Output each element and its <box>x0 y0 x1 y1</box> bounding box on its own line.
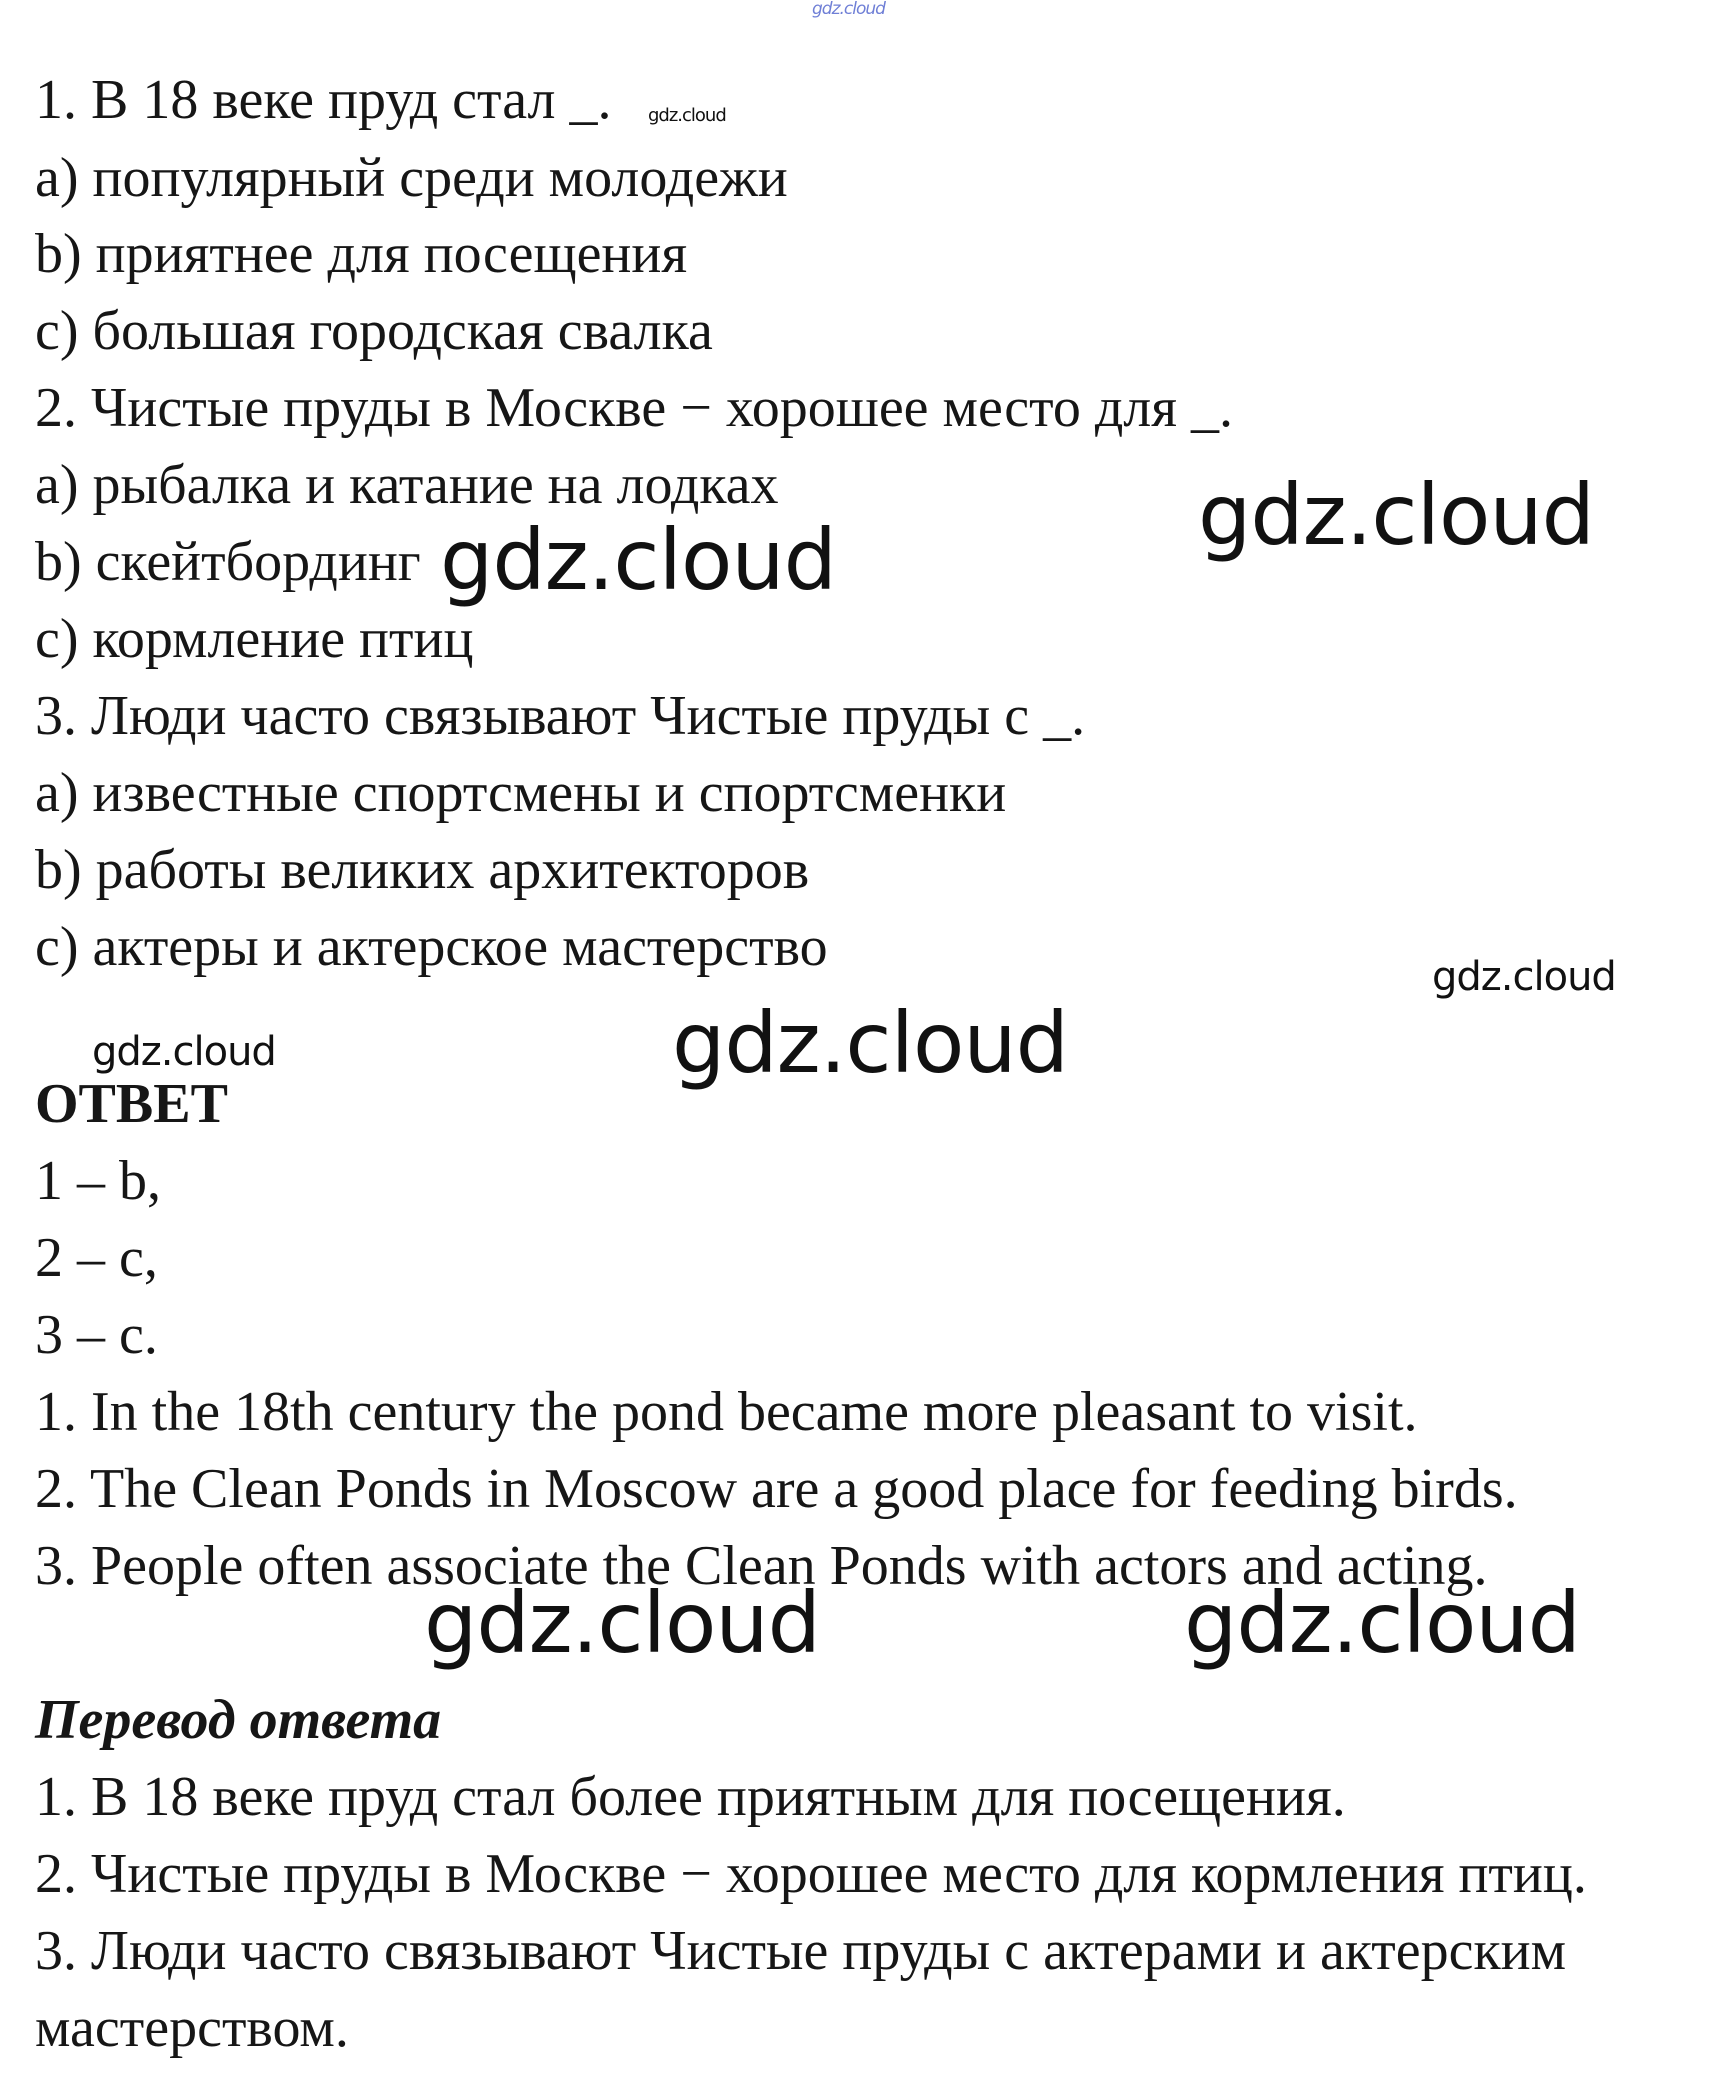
option-3a: a) известные спортсмены и спортсменки <box>35 762 1007 824</box>
answer-english-2: 2. The Clean Ponds in Moscow are a good place for feeding birds. <box>35 1458 1518 1520</box>
option-3b: b) работы великих архитекторов <box>35 839 810 901</box>
option-2a: a) рыбалка и катание на лодках <box>35 454 779 516</box>
watermark-5: gdz.cloud <box>672 994 1068 1092</box>
question-2: 2. Чистые пруды в Москве − хорошее место для _. <box>35 377 1234 439</box>
answer-english-1: 1. In the 18th century the pond became more pleasant to visit. <box>35 1381 1418 1443</box>
option-1b: b) приятнее для посещения <box>35 223 688 285</box>
translation-line-1: 1. В 18 веке пруд стал более приятным для посещения. <box>35 1766 1346 1828</box>
answer-key-2: 2 – c, <box>35 1227 158 1289</box>
question-3: 3. Люди часто связывают Чистые пруды с _. <box>35 685 1086 747</box>
watermark-inline: gdz.cloud <box>648 105 726 126</box>
watermark-4: gdz.cloud <box>92 1029 276 1075</box>
translation-line-2: 2. Чистые пруды в Москве − хорошее место для кормления птиц. <box>35 1843 1587 1905</box>
watermark-top: gdz.cloud <box>812 0 885 19</box>
translation-line-4: мастерством. <box>35 1997 349 2059</box>
watermark-2: gdz.cloud <box>440 511 836 609</box>
question-1: 1. В 18 веке пруд стал _. <box>35 69 612 131</box>
translation-line-3: 3. Люди часто связывают Чистые пруды с актерами и актерским <box>35 1920 1567 1982</box>
answer-english-3: 3. People often associate the Clean Ponds with actors and acting. <box>35 1535 1488 1597</box>
translation-heading: Перевод ответа <box>35 1689 442 1751</box>
watermark-3: gdz.cloud <box>1432 954 1616 1000</box>
watermark-6: gdz.cloud <box>424 1574 820 1672</box>
watermark-1: gdz.cloud <box>1198 466 1594 564</box>
option-1c: c) большая городская свалка <box>35 300 713 362</box>
answer-key-1: 1 – b, <box>35 1150 161 1212</box>
option-1a: a) популярный среди молодежи <box>35 147 788 209</box>
watermark-7: gdz.cloud <box>1184 1574 1580 1672</box>
option-2c: c) кормление птиц <box>35 608 474 670</box>
option-3c: c) актеры и актерское мастерство <box>35 916 828 978</box>
answer-key-3: 3 – c. <box>35 1304 158 1366</box>
answer-heading: ОТВЕТ <box>35 1073 228 1135</box>
option-2b: b) скейтбординг <box>35 531 421 593</box>
